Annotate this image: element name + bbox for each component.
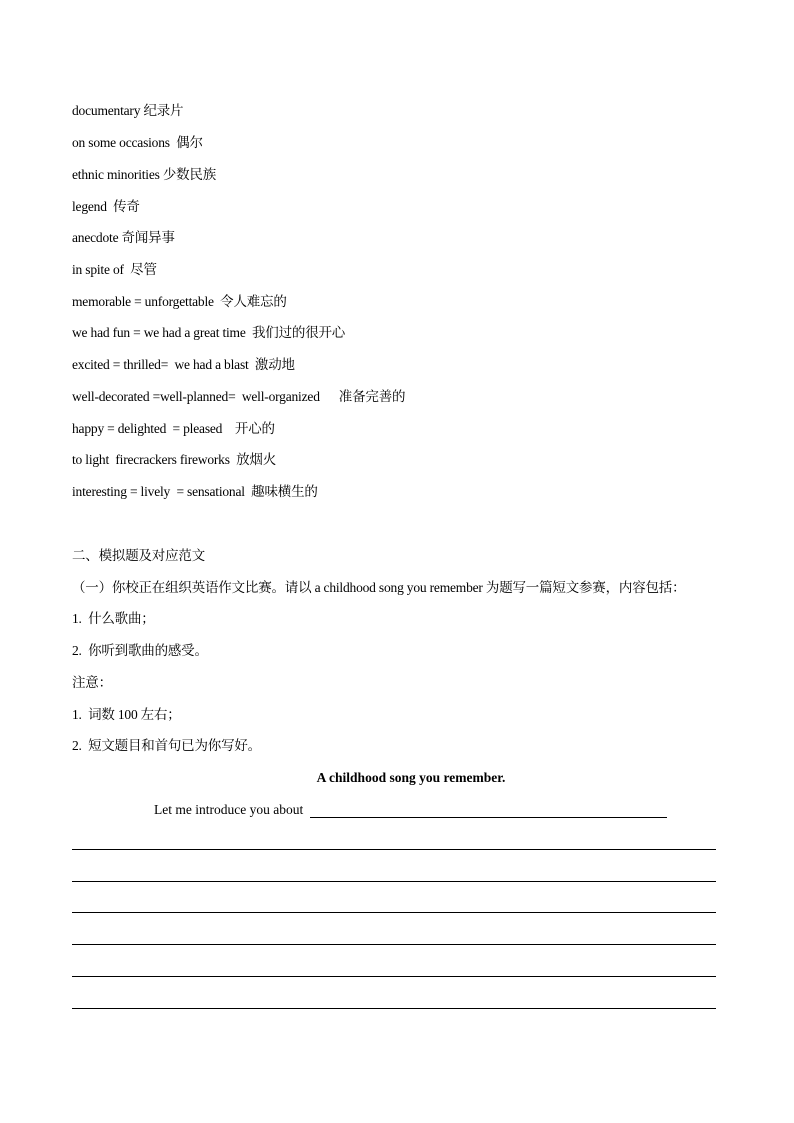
vocab-item: in spite of 尽管 [72,262,157,277]
vocab-item: well-decorated =well-planned= well-organized 准备完善的 [72,389,406,404]
writing-line[interactable] [72,912,716,913]
writing-line[interactable] [72,881,716,882]
vocab-item: excited = thrilled= we had a blast 激动地 [72,357,295,372]
essay-first-line: Let me introduce you about [154,802,304,817]
writing-line[interactable] [72,976,716,977]
vocab-item: happy = delighted = pleased 开心的 [72,421,275,436]
task-item: 2. 你听到歌曲的感受。 [72,643,208,658]
task-prompt: （一）你校正在组织英语作文比赛。请以 a childhood song you remember 为题写一篇短文参赛，内容包括： [72,580,686,595]
task-item: 1. 什么歌曲； [72,611,155,626]
vocab-item: anecdote 奇闻异事 [72,230,175,245]
writing-line[interactable] [72,944,716,945]
note-item: 2. 短文题目和首句已为你写好。 [72,738,261,753]
note-label: 注意： [72,675,112,690]
vocab-item: legend 传奇 [72,199,140,214]
section-heading: 二、模拟题及对应范文 [72,548,205,563]
vocab-item: we had fun = we had a great time 我们过的很开心 [72,325,346,340]
vocab-item: documentary 纪录片 [72,103,184,118]
note-item: 1. 词数 100 左右； [72,707,181,722]
answer-blank[interactable] [310,817,667,818]
vocab-item: on some occasions 偶尔 [72,135,203,150]
vocab-item: ethnic minorities 少数民族 [72,167,217,182]
writing-line[interactable] [72,849,716,850]
vocab-item: to light firecrackers fireworks 放烟火 [72,452,277,467]
vocab-item: memorable = unforgettable 令人难忘的 [72,294,287,309]
writing-line[interactable] [72,1008,716,1009]
vocab-item: interesting = lively = sensational 趣味横生的 [72,484,318,499]
essay-title: A childhood song you remember. [316,770,506,785]
